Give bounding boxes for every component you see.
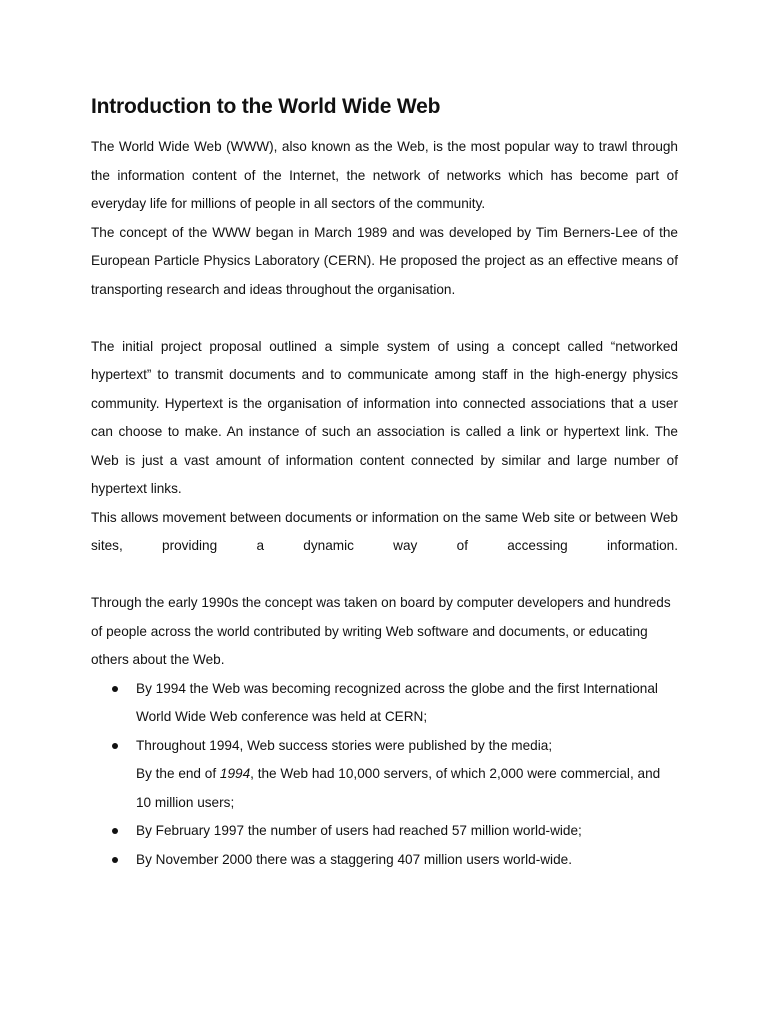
paragraph-1-part-2: The concept of the WWW began in March 1989 and was developed by Tim Berners-Lee of the European Particle Physics Laboratory (CERN). He proposed the project as an effective means of transporting research and ideas throughout the organisation. xyxy=(91,224,678,297)
bullet-continuation-italic: 1994 xyxy=(219,766,251,781)
bullet-list xyxy=(91,675,678,875)
paragraph-2-part-2: This allows movement between documents or information on the same Web site or between Web sites, providing a dynamic way of accessing information. xyxy=(91,509,678,553)
bullet-icon xyxy=(112,743,118,749)
bullet-text: By 1994 the Web was becoming recognized across the globe and the first International World Wide Web conference was held at CERN; xyxy=(136,680,658,724)
bullet-icon xyxy=(112,828,118,834)
bullet-continuation-pre: By the end of xyxy=(136,766,220,781)
document-title: Introduction to the World Wide Web xyxy=(91,95,441,118)
bullet-item xyxy=(91,732,678,818)
paragraph-2-part-1: The initial project proposal outlined a simple system of using a concept called “networked hypertext” to transmit documents and to communicate among staff in the high-energy physics community. Hypertext is the organisation of information into connected associations that a user can choose to make. An instance of such an association is called a link or hypertext link. The Web is just a vast amount of information content connected by similar and large number of hypertext links. xyxy=(91,338,678,496)
paragraph-3: Through the early 1990s the concept was taken on board by computer developers and hundreds of people across the world contributed by writing Web software and documents, or educating others about the Web. xyxy=(91,595,671,667)
bullet-continuation-post: , the Web had 10,000 servers, of which 2,000 were commercial, and 10 million users; xyxy=(136,766,661,810)
bullet-item xyxy=(91,675,678,732)
bullet-item xyxy=(91,846,678,875)
bullet-item xyxy=(91,817,678,846)
bullet-text: By November 2000 there was a staggering 407 million users world-wide. xyxy=(136,851,572,867)
bullet-icon xyxy=(112,686,118,692)
blank-line xyxy=(91,304,678,333)
bullet-continuation xyxy=(136,760,678,817)
bullet-icon xyxy=(112,857,118,863)
blank-line xyxy=(91,561,678,590)
paragraph-1-part-1: The World Wide Web (WWW), also known as the Web, is the most popular way to trawl through the information content of the Internet, the network of networks which has become part of everyday life for millions of people in all sectors of the community. xyxy=(91,139,678,211)
bullet-text: By February 1997 the number of users had reached 57 million world-wide; xyxy=(136,823,582,838)
bullet-text: Throughout 1994, Web success stories were published by the media; xyxy=(136,737,553,753)
